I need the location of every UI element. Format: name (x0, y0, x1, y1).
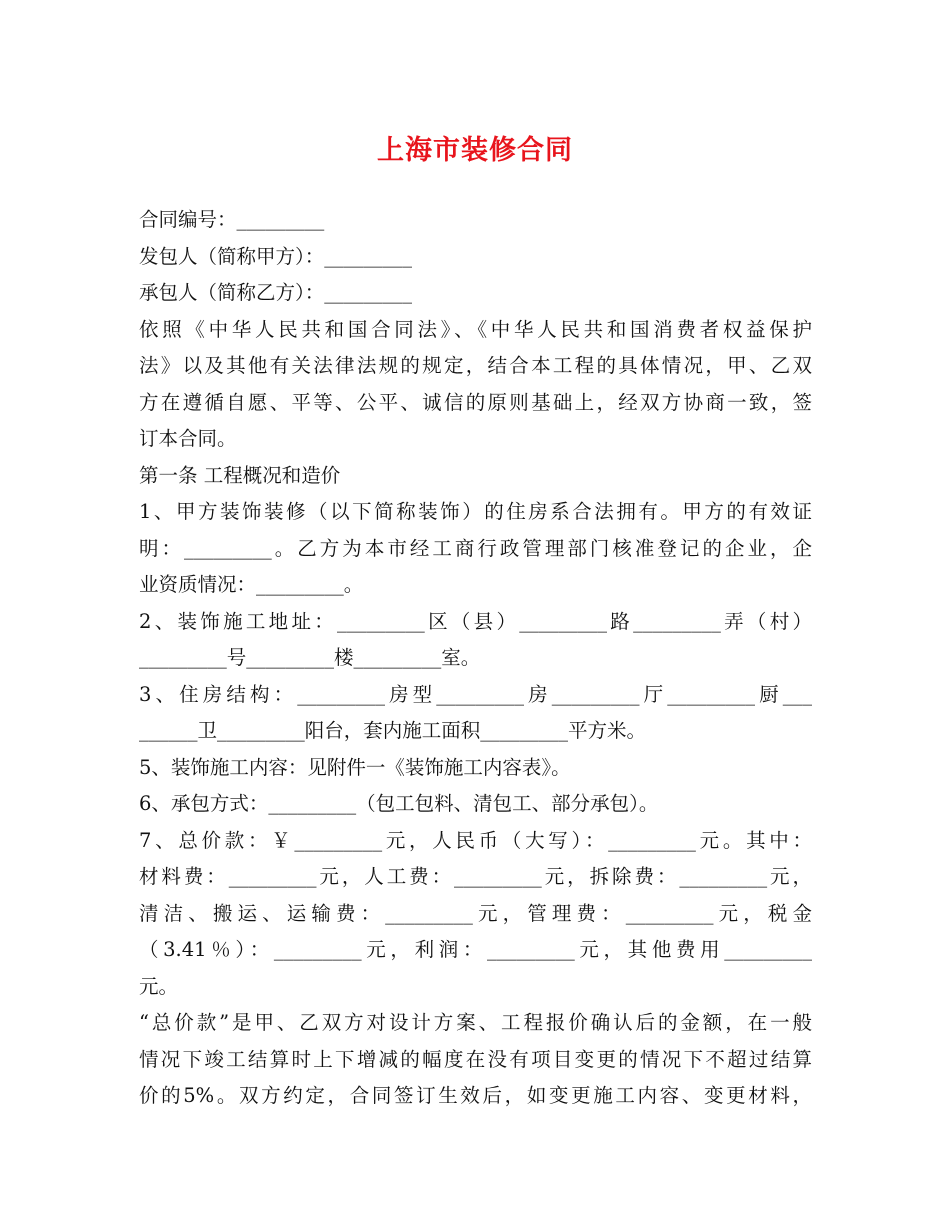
paragraph-line: 1、甲方装饰装修（以下简称装饰）的住房系合法拥有。甲方的有效证 (139, 500, 812, 523)
party-a-line: 发包人（简称甲方）：_________ (139, 244, 413, 268)
paragraph-line: 业资质情况：_________。 (139, 573, 364, 596)
section-heading: 第一条 工程概况和造价 (139, 463, 341, 487)
paragraph-line: （3.41％）：_________元，利润：_________元，其他费用_________ (139, 938, 812, 961)
paragraph-line: 清洁、搬运、运输费：_________元，管理费：_________元，税金 (139, 901, 812, 925)
paragraph-line: 7、总价款：￥_________元，人民币（大写）：_________元。其中： (139, 828, 812, 852)
paragraph-line: 材料费：_________元，人工费：_________元，拆除费：_________元， (139, 865, 812, 888)
contract-number-line: 合同编号：_________ (139, 208, 325, 231)
paragraph-line: 2、装饰施工地址：_________区（县）_________路_________弄（村） (139, 609, 812, 633)
paragraph-line: 方在遵循自愿、平等、公平、诚信的原则基础上，经双方协商一致，签 (139, 390, 812, 414)
paragraph-line: 5、装饰施工内容：见附件一《装饰施工内容表》。 (139, 755, 571, 779)
paragraph-line: _________号_________楼_________室。 (139, 646, 481, 669)
paragraph-line: 6、承包方式：_________（包工包料、清包工、部分承包）。 (139, 792, 659, 815)
document-title: 上海市装修合同 (377, 135, 573, 166)
paragraph-line: ______卫_________阳台，套内施工面积_________平方米。 (139, 719, 647, 742)
paragraph-line: 依照《中华人民共和国合同法》、《中华人民共和国消费者权益保护 (139, 317, 812, 341)
paragraph-line: 元。 (139, 974, 179, 998)
paragraph-line: 价的5%。双方约定，合同签订生效后，如变更施工内容、变更材料， (139, 1084, 812, 1107)
paragraph-line: 法》以及其他有关法律法规的规定，结合本工程的具体情况，甲、乙双 (139, 354, 812, 377)
paragraph-line: 情况下竣工结算时上下增减的幅度在没有项目变更的情况下不超过结算 (139, 1047, 812, 1071)
party-b-line: 承包人（简称乙方）：_________ (139, 281, 413, 304)
paragraph-line: 明：_________。乙方为本市经工商行政管理部门核准登记的企业，企 (139, 536, 812, 560)
paragraph-line: 3、住房结构：_________房型_________房_________厅_________厨___ (139, 682, 812, 706)
document-body (139, 202, 812, 1115)
paragraph-line: 订本合同。 (139, 427, 237, 450)
paragraph-line: “总价款”是甲、乙双方对设计方案、工程报价确认后的金额，在一般 (139, 1011, 812, 1034)
